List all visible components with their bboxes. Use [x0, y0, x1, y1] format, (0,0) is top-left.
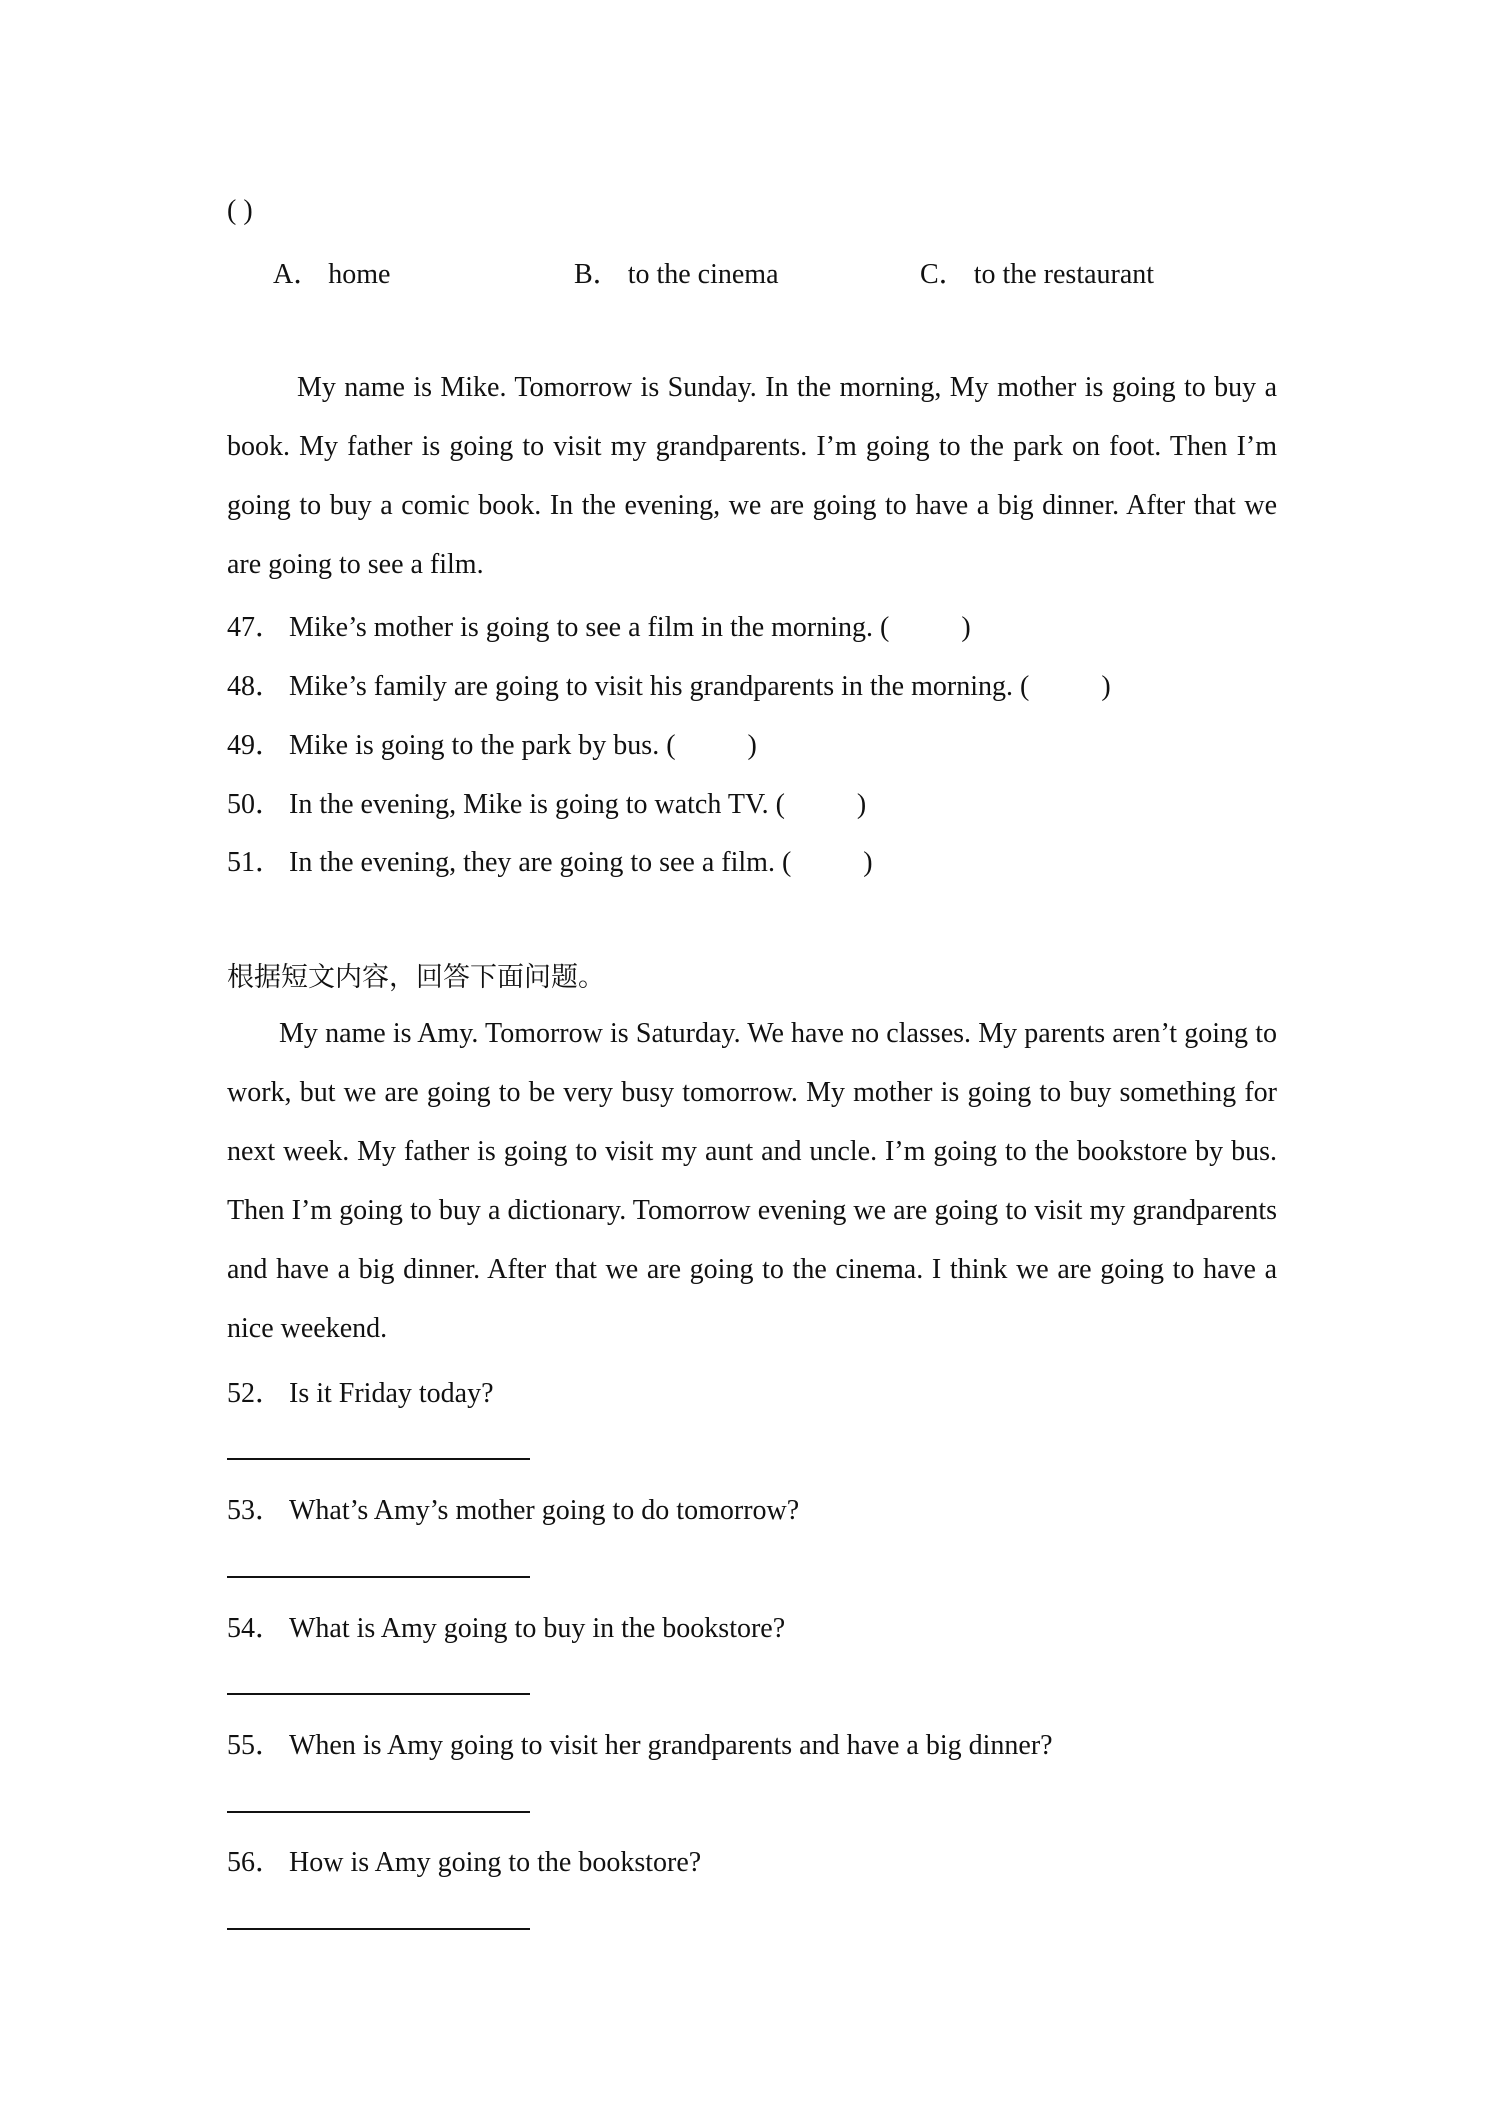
item-text: In the evening, Mike is going to watch TV. (: [289, 789, 785, 820]
question-number: 53．: [227, 1495, 284, 1526]
question-54: [227, 1606, 785, 1646]
item-text: Mike’s family are going to visit his grandparents in the morning. (: [289, 671, 1030, 702]
option-c: [920, 252, 1154, 292]
answer-line-52[interactable]: [227, 1458, 530, 1460]
answer-paren: ( ): [227, 195, 253, 226]
item-text: In the evening, they are going to see a film. (: [289, 847, 792, 878]
item-number: 48．: [227, 671, 284, 702]
question-52: [227, 1371, 494, 1411]
item-close-paren: ): [863, 847, 873, 878]
option-a: [273, 252, 390, 292]
answer-line-55[interactable]: [227, 1811, 530, 1813]
answer-line-56[interactable]: [227, 1928, 530, 1930]
item-number: 51．: [227, 847, 284, 878]
answer-line-53[interactable]: [227, 1576, 530, 1578]
question-55: [227, 1723, 1053, 1763]
item-close-paren: ): [747, 730, 757, 761]
item-number: 47．: [227, 612, 284, 643]
tf-item-49: [227, 723, 757, 763]
question-text: When is Amy going to visit her grandparents and have a big dinner?: [289, 1730, 1053, 1761]
question-number: 55．: [227, 1730, 284, 1761]
question-text: Is it Friday today?: [289, 1378, 494, 1409]
item-close-paren: ): [1101, 671, 1111, 702]
question-56: [227, 1840, 701, 1880]
item-number: 49．: [227, 730, 284, 761]
item-number: 50．: [227, 789, 284, 820]
question-number: 54．: [227, 1613, 284, 1644]
option-c-letter: C．: [920, 259, 967, 290]
question-53: [227, 1488, 799, 1528]
section-instruction: 根据短文内容，回答下面问题。: [227, 962, 605, 993]
item-close-paren: ): [961, 612, 971, 643]
question-text: How is Amy going to the bookstore?: [289, 1847, 702, 1878]
tf-item-51: [227, 840, 873, 880]
tf-item-48: [227, 664, 1111, 704]
question-text: What is Amy going to buy in the bookstore?: [289, 1613, 786, 1644]
option-c-text: to the restaurant: [973, 259, 1155, 290]
item-close-paren: ): [856, 789, 867, 820]
question-number: 56．: [227, 1847, 284, 1878]
option-b: [574, 252, 779, 292]
item-text: Mike’s mother is going to see a film in the morning. (: [289, 612, 890, 643]
tf-item-50: [227, 782, 866, 822]
question-text: What’s Amy’s mother going to do tomorrow?: [289, 1495, 800, 1526]
option-a-letter: A．: [273, 259, 322, 290]
item-text: Mike is going to the park by bus. (: [289, 730, 676, 761]
passage-amy: My name is Amy. Tomorrow is Saturday. We have no classes. My parents aren’t going to work, but we are going to be very busy tomorrow. My mother is going to buy something for next week. My father is going to visit my aunt and uncle. I’m going to the bookstore by bus. Then I’m going to buy a dictionary. Tomorrow evening we are going to visit my grandparents and have a big dinner. After that we are going to the cinema. I think we are going to have a nice weekend.: [227, 1018, 1277, 1344]
answer-line-54[interactable]: [227, 1693, 530, 1695]
tf-item-47: [227, 605, 971, 645]
question-number: 52．: [227, 1378, 284, 1409]
option-b-text: to the cinema: [627, 259, 779, 290]
option-b-letter: B．: [574, 259, 621, 290]
option-a-text: home: [328, 259, 391, 290]
passage-mike: My name is Mike. Tomorrow is Sunday. In the morning, My mother is going to buy a book. My father is going to visit my grandparents. I’m going to the park on foot. Then I’m going to buy a comic book. In the evening, we are going to have a big dinner. After that we are going to see a film.: [227, 372, 1277, 580]
